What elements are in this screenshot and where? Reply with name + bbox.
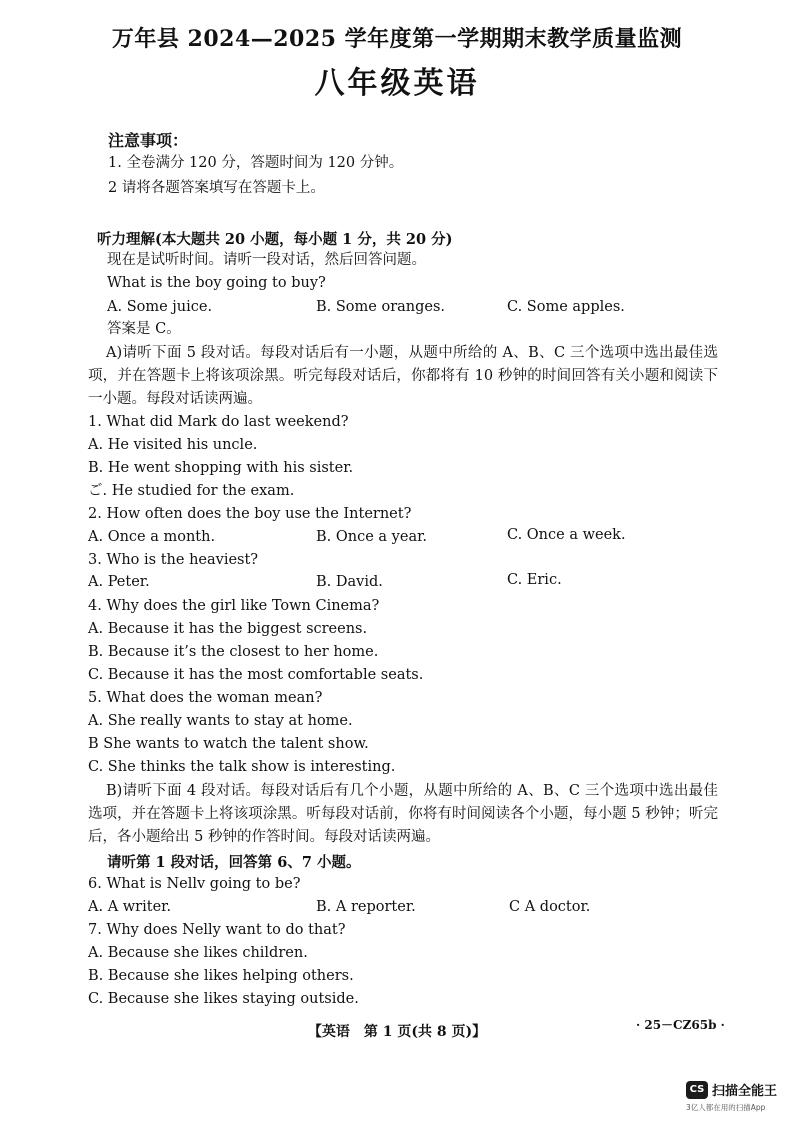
question-5: 5. What does the woman mean?	[88, 690, 323, 706]
example-option: A. Some juice.	[107, 299, 213, 315]
question-6: 6. What is Nellv going to be?	[88, 876, 301, 892]
question-3: 3. Who is the heaviest?	[88, 552, 259, 568]
option-6c: C A doctor.	[509, 899, 591, 915]
example-question: What is the boy going to buy?	[107, 275, 326, 291]
question-7: 7. Why does Nelly want to do that?	[88, 922, 346, 938]
question-4: 4. Why does the girl like Town Cinema?	[88, 598, 380, 614]
question-1: 1. What did Mark do last weekend?	[88, 414, 349, 430]
section-heading: 听力理解(本大题共 20 小题，每小题 1 分，共 20 分)	[97, 231, 453, 248]
option-2b: B. Once a year.	[316, 529, 428, 545]
example-option: B. Some oranges.	[316, 299, 446, 315]
option-7c: C. Because she likes staying outside.	[88, 991, 359, 1007]
option-7a: A. Because she likes children.	[88, 945, 308, 961]
option-5a: A. She really wants to stay at home.	[88, 713, 353, 729]
option-4a: A. Because it has the biggest screens.	[88, 621, 368, 637]
scanner-app-name: 扫描全能王	[712, 1084, 778, 1099]
option-5b: B She wants to watch the talent show.	[88, 736, 369, 752]
subject-title: 八年级英语	[314, 66, 480, 101]
paper-code: · 25－CZ65b ·	[636, 1018, 725, 1032]
camscanner-logo-icon: CS	[686, 1081, 708, 1099]
example-intro: 现在是试听时间。请听一段对话，然后回答问题。	[107, 252, 426, 268]
option-4b: B. Because it’s the closest to her home.	[88, 644, 379, 660]
option-6b: B. A reporter.	[316, 899, 416, 915]
scanner-tagline: 3亿人都在用的扫描App	[686, 1103, 766, 1112]
option-7b: B. Because she likes helping others.	[88, 968, 354, 984]
question-2: 2. How often does the boy use the Internet?	[88, 506, 412, 522]
example-answer: 答案是 C。	[107, 321, 181, 337]
page-footer: 【英语 第 1 页(共 8 页)】	[307, 1024, 487, 1040]
option-4c: C. Because it has the most comfortable seats.	[88, 667, 424, 683]
part-a-instructions: A)请听下面 5 段对话。每段对话后有一小题，从题中所给的 A、B、C 三个选项中选出最佳选项，并在答题卡上将该项涂黑。听完每段对话后，你都将有 10 秒钟的时间回答有关小题和阅读下一小题。每段对话读两遍。	[88, 345, 718, 407]
part-b-instructions: B)请听下面 4 段对话。每段对话后有几个小题，从题中所给的 A、B、C 三个选项中选出最佳选项，并在答题卡上将该项涂黑。听每段对话前，你将有时间阅读各个小题，每小题 5 秒钟；听完后，各小题给出 5 秒钟的作答时间。每段对话读两遍。	[88, 783, 718, 845]
notes-heading: 注意事项：	[108, 131, 189, 150]
note-item: 1. 全卷满分 120 分，答题时间为 120 分钟。	[108, 155, 404, 171]
option-2a: A. Once a month.	[88, 529, 216, 545]
dialogue-1-heading: 请听第 1 段对话，回答第 6、7 小题。	[107, 854, 361, 871]
option-3a: A. Peter.	[88, 574, 150, 590]
option-5c: C. She thinks the talk show is interesting.	[88, 759, 396, 775]
option-1c: ご. He studied for the exam.	[88, 483, 295, 499]
option-1a: A. He visited his uncle.	[88, 437, 258, 453]
option-3b: B. David.	[316, 574, 383, 590]
option-6a: A. A writer.	[88, 899, 172, 915]
example-option: C. Some apples.	[507, 299, 625, 315]
option-3c: C. Eric.	[507, 572, 562, 588]
exam-title: 万年县 2024—2025 学年度第一学期期末教学质量监测	[111, 26, 683, 52]
option-2c: C. Once a week.	[507, 527, 626, 543]
option-1b: B. He went shopping with his sister.	[88, 460, 354, 476]
note-item: 2 请将各题答案填写在答题卡上。	[108, 180, 325, 196]
